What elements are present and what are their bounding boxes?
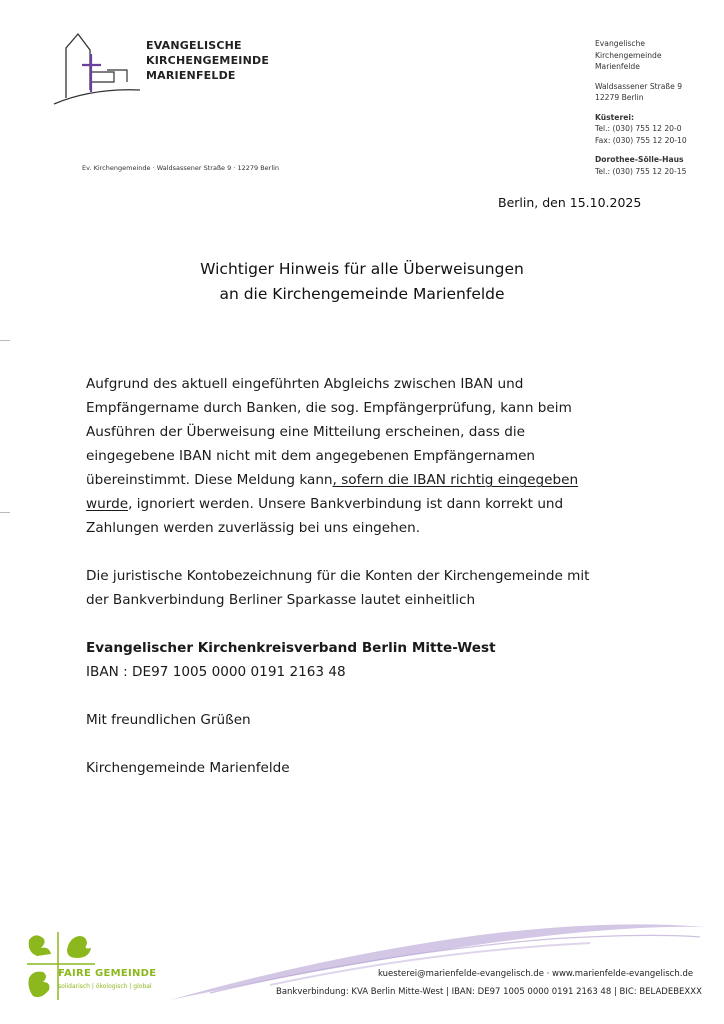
org-name-line: MARIENFELDE <box>146 69 236 82</box>
body-line: Die juristische Kontobezeichnung für die Konten der Kirchengemeinde mit <box>86 568 590 584</box>
body-line: Zahlungen werden zuverlässig bei uns eingehen. <box>86 520 421 536</box>
letter-date: Berlin, den 15.10.2025 <box>498 195 642 210</box>
iban-line: IBAN : DE97 1005 0000 0191 2163 48 <box>86 664 346 680</box>
body-line: Empfängername durch Banken, die sog. Empfängerprüfung, kann beim <box>86 400 572 416</box>
org-name-line: KIRCHENGEMEINDE <box>146 54 270 67</box>
letter-title <box>0 257 724 306</box>
fold-mark <box>0 340 10 341</box>
contact-name-line: Evangelische <box>595 39 646 48</box>
signature: Kirchengemeinde Marienfelde <box>86 760 290 776</box>
contact-name-line: Kirchengemeinde <box>595 50 662 60</box>
body-text: übereinstimmt. Diese Meldung kann <box>86 472 333 488</box>
underlined-text: wurde <box>86 496 129 512</box>
sender-address-line: Ev. Kirchengemeinde · Waldsassener Straße 9 · 12279 Berlin <box>82 164 280 172</box>
body-text: , ignoriert werden. Unsere Bankverbindung ist dann korrekt und <box>128 496 564 512</box>
footer-contact-line: kuesterei@marienfelde-evangelisch.de · www.marienfelde-evangelisch.de <box>378 969 694 979</box>
house-label: Dorothee-Sölle-Haus <box>595 155 684 164</box>
footer-bank-line: Bankverbindung: KVA Berlin Mitte-West | IBAN: DE97 1005 0000 0191 2163 48 | BIC: BELADEBEXXX <box>276 987 702 997</box>
kuesterei-fax: Fax: (030) 755 12 20-10 <box>595 135 687 145</box>
org-name-line: EVANGELISCHE <box>146 39 242 52</box>
faire-gemeinde-subtitle: solidarisch | ökologisch | global <box>58 983 152 990</box>
contact-name-line: Marienfelde <box>595 62 640 71</box>
body-line <box>86 492 666 516</box>
kuesterei-label: Küsterei: <box>595 112 634 122</box>
contact-block <box>595 38 687 177</box>
body-line: eingegebene IBAN nicht mit dem angegebenen Empfängernamen <box>86 448 536 464</box>
organization-name <box>146 38 269 83</box>
account-name: Evangelischer Kirchenkreisverband Berlin Mitte-West <box>86 640 496 656</box>
contact-street: Waldsassener Straße 9 <box>595 81 683 91</box>
punch-mark <box>0 512 10 513</box>
title-line: an die Kirchengemeinde Marienfelde <box>219 284 505 303</box>
kuesterei-tel: Tel.: (030) 755 12 20-0 <box>595 124 682 133</box>
body-line: der Bankverbindung Berliner Sparkasse lautet einheitlich <box>86 592 476 608</box>
contact-city: 12279 Berlin <box>595 93 644 102</box>
faire-gemeinde-title: FAIRE GEMEINDE <box>58 968 157 979</box>
greeting: Mit freundlichen Grüßen <box>86 712 251 728</box>
house-tel: Tel.: (030) 755 12 20-15 <box>595 166 687 176</box>
underlined-text: , sofern die IBAN richtig eingegeben <box>332 472 579 488</box>
title-line: Wichtiger Hinweis für alle Überweisungen <box>200 260 524 278</box>
body-line: Aufgrund des aktuell eingeführten Abgleichs zwischen IBAN und <box>86 376 524 392</box>
body-line: Ausführen der Überweisung eine Mitteilung erscheinen, dass die <box>86 424 525 440</box>
letter-body <box>86 372 666 780</box>
church-logo-icon <box>52 30 144 108</box>
body-line <box>86 468 666 492</box>
